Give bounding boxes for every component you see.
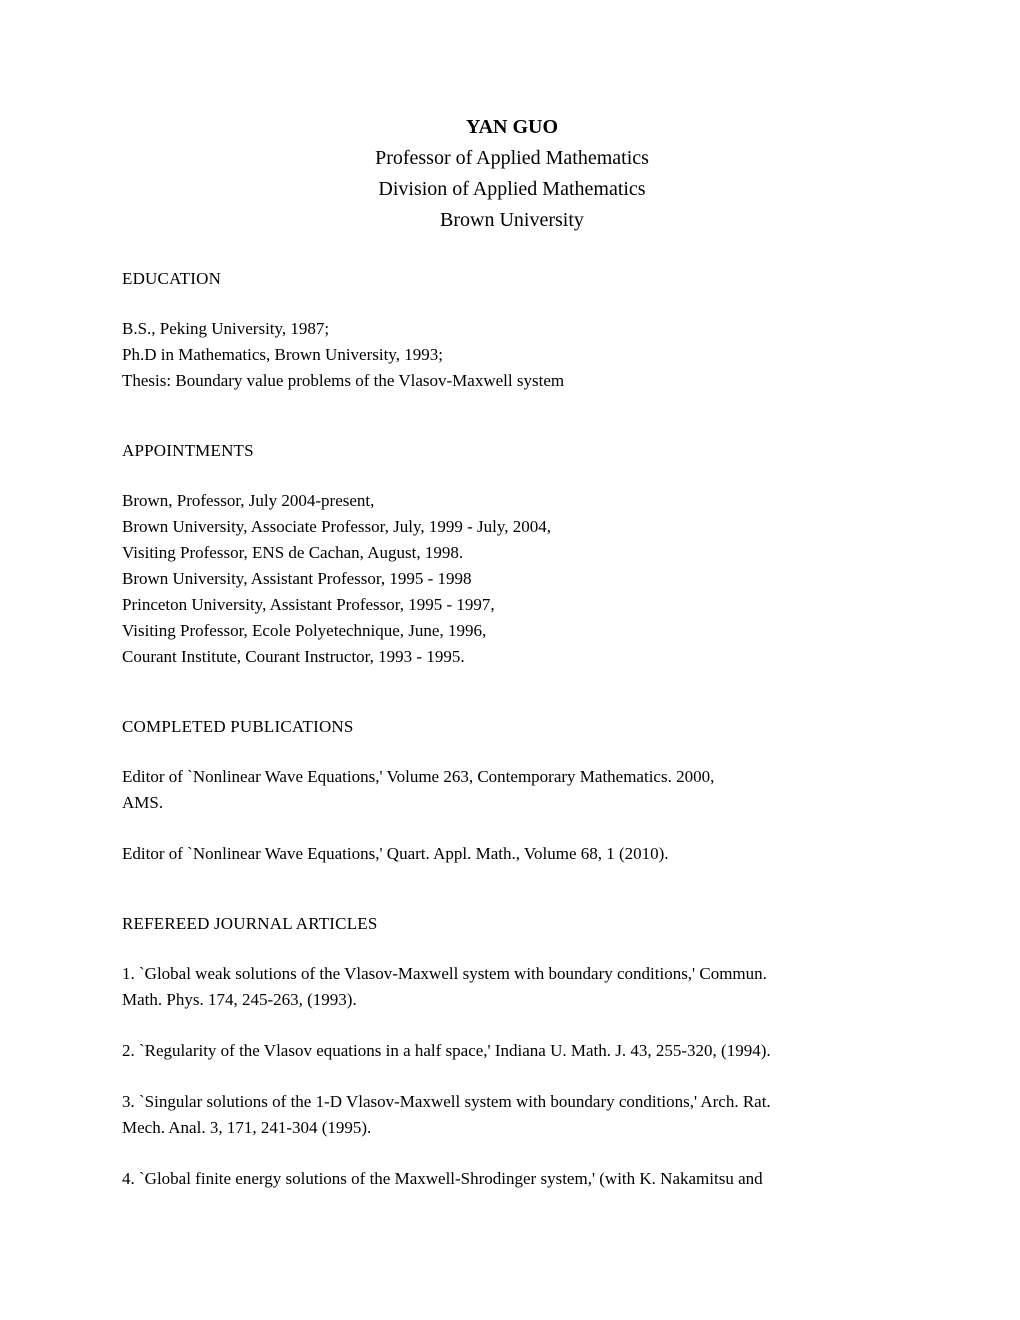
section-refereed-articles <box>122 911 902 1192</box>
article-entry <box>122 1038 902 1064</box>
person-university: Brown University <box>440 209 584 231</box>
appointment-line: Brown University, Assistant Professor, 1995 - 1998 <box>122 569 472 588</box>
appointment-line: Princeton University, Assistant Professor, 1995 - 1997, <box>122 595 495 614</box>
appointment-line: Visiting Professor, ENS de Cachan, August, 1998. <box>122 543 464 562</box>
appointment-line: Brown University, Associate Professor, July, 1999 - July, 2004, <box>122 517 552 536</box>
appointments-body <box>122 488 902 670</box>
publication-line: Editor of `Nonlinear Wave Equations,' Volume 263, Contemporary Mathematics. 2000, <box>122 767 715 786</box>
completed-publications-heading: COMPLETED PUBLICATIONS <box>122 717 354 736</box>
education-body <box>122 316 902 394</box>
article-entry <box>122 1166 902 1192</box>
appointment-line: Visiting Professor, Ecole Polyetechnique, June, 1996, <box>122 621 487 640</box>
education-line: B.S., Peking University, 1987; <box>122 319 330 338</box>
article-line: 3. `Singular solutions of the 1-D Vlasov-Maxwell system with boundary conditions,' Arch. Rat. <box>122 1092 771 1111</box>
person-division: Division of Applied Mathematics <box>378 178 646 200</box>
appointments-heading: APPOINTMENTS <box>122 441 254 460</box>
section-completed-publications <box>122 714 902 867</box>
article-line: 2. `Regularity of the Vlasov equations in a half space,' Indiana U. Math. J. 43, 255-320, (1994). <box>122 1041 771 1060</box>
article-line: 4. `Global finite energy solutions of the Maxwell-Shrodinger system,' (with K. Nakamitsu and <box>122 1169 763 1188</box>
publication-entry <box>122 841 902 867</box>
publication-line: Editor of `Nonlinear Wave Equations,' Quart. Appl. Math., Volume 68, 1 (2010). <box>122 844 669 863</box>
section-education <box>122 266 902 394</box>
education-line: Ph.D in Mathematics, Brown University, 1993; <box>122 345 443 364</box>
refereed-articles-heading: REFEREED JOURNAL ARTICLES <box>122 914 378 933</box>
article-line: 1. `Global weak solutions of the Vlasov-Maxwell system with boundary conditions,' Commun. <box>122 964 767 983</box>
person-title: Professor of Applied Mathematics <box>375 147 649 169</box>
section-appointments <box>122 438 902 670</box>
appointment-line: Courant Institute, Courant Instructor, 1993 - 1995. <box>122 647 465 666</box>
article-entry <box>122 1089 902 1141</box>
education-line: Thesis: Boundary value problems of the Vlasov-Maxwell system <box>122 371 565 390</box>
appointment-line: Brown, Professor, July 2004-present, <box>122 491 375 510</box>
cv-header <box>122 112 902 236</box>
education-heading: EDUCATION <box>122 269 222 288</box>
article-line: Mech. Anal. 3, 171, 241-304 (1995). <box>122 1118 372 1137</box>
person-name: YAN GUO <box>465 116 559 138</box>
article-entry <box>122 961 902 1013</box>
publication-line: AMS. <box>122 793 164 812</box>
publication-entry <box>122 764 902 816</box>
article-line: Math. Phys. 174, 245-263, (1993). <box>122 990 357 1009</box>
